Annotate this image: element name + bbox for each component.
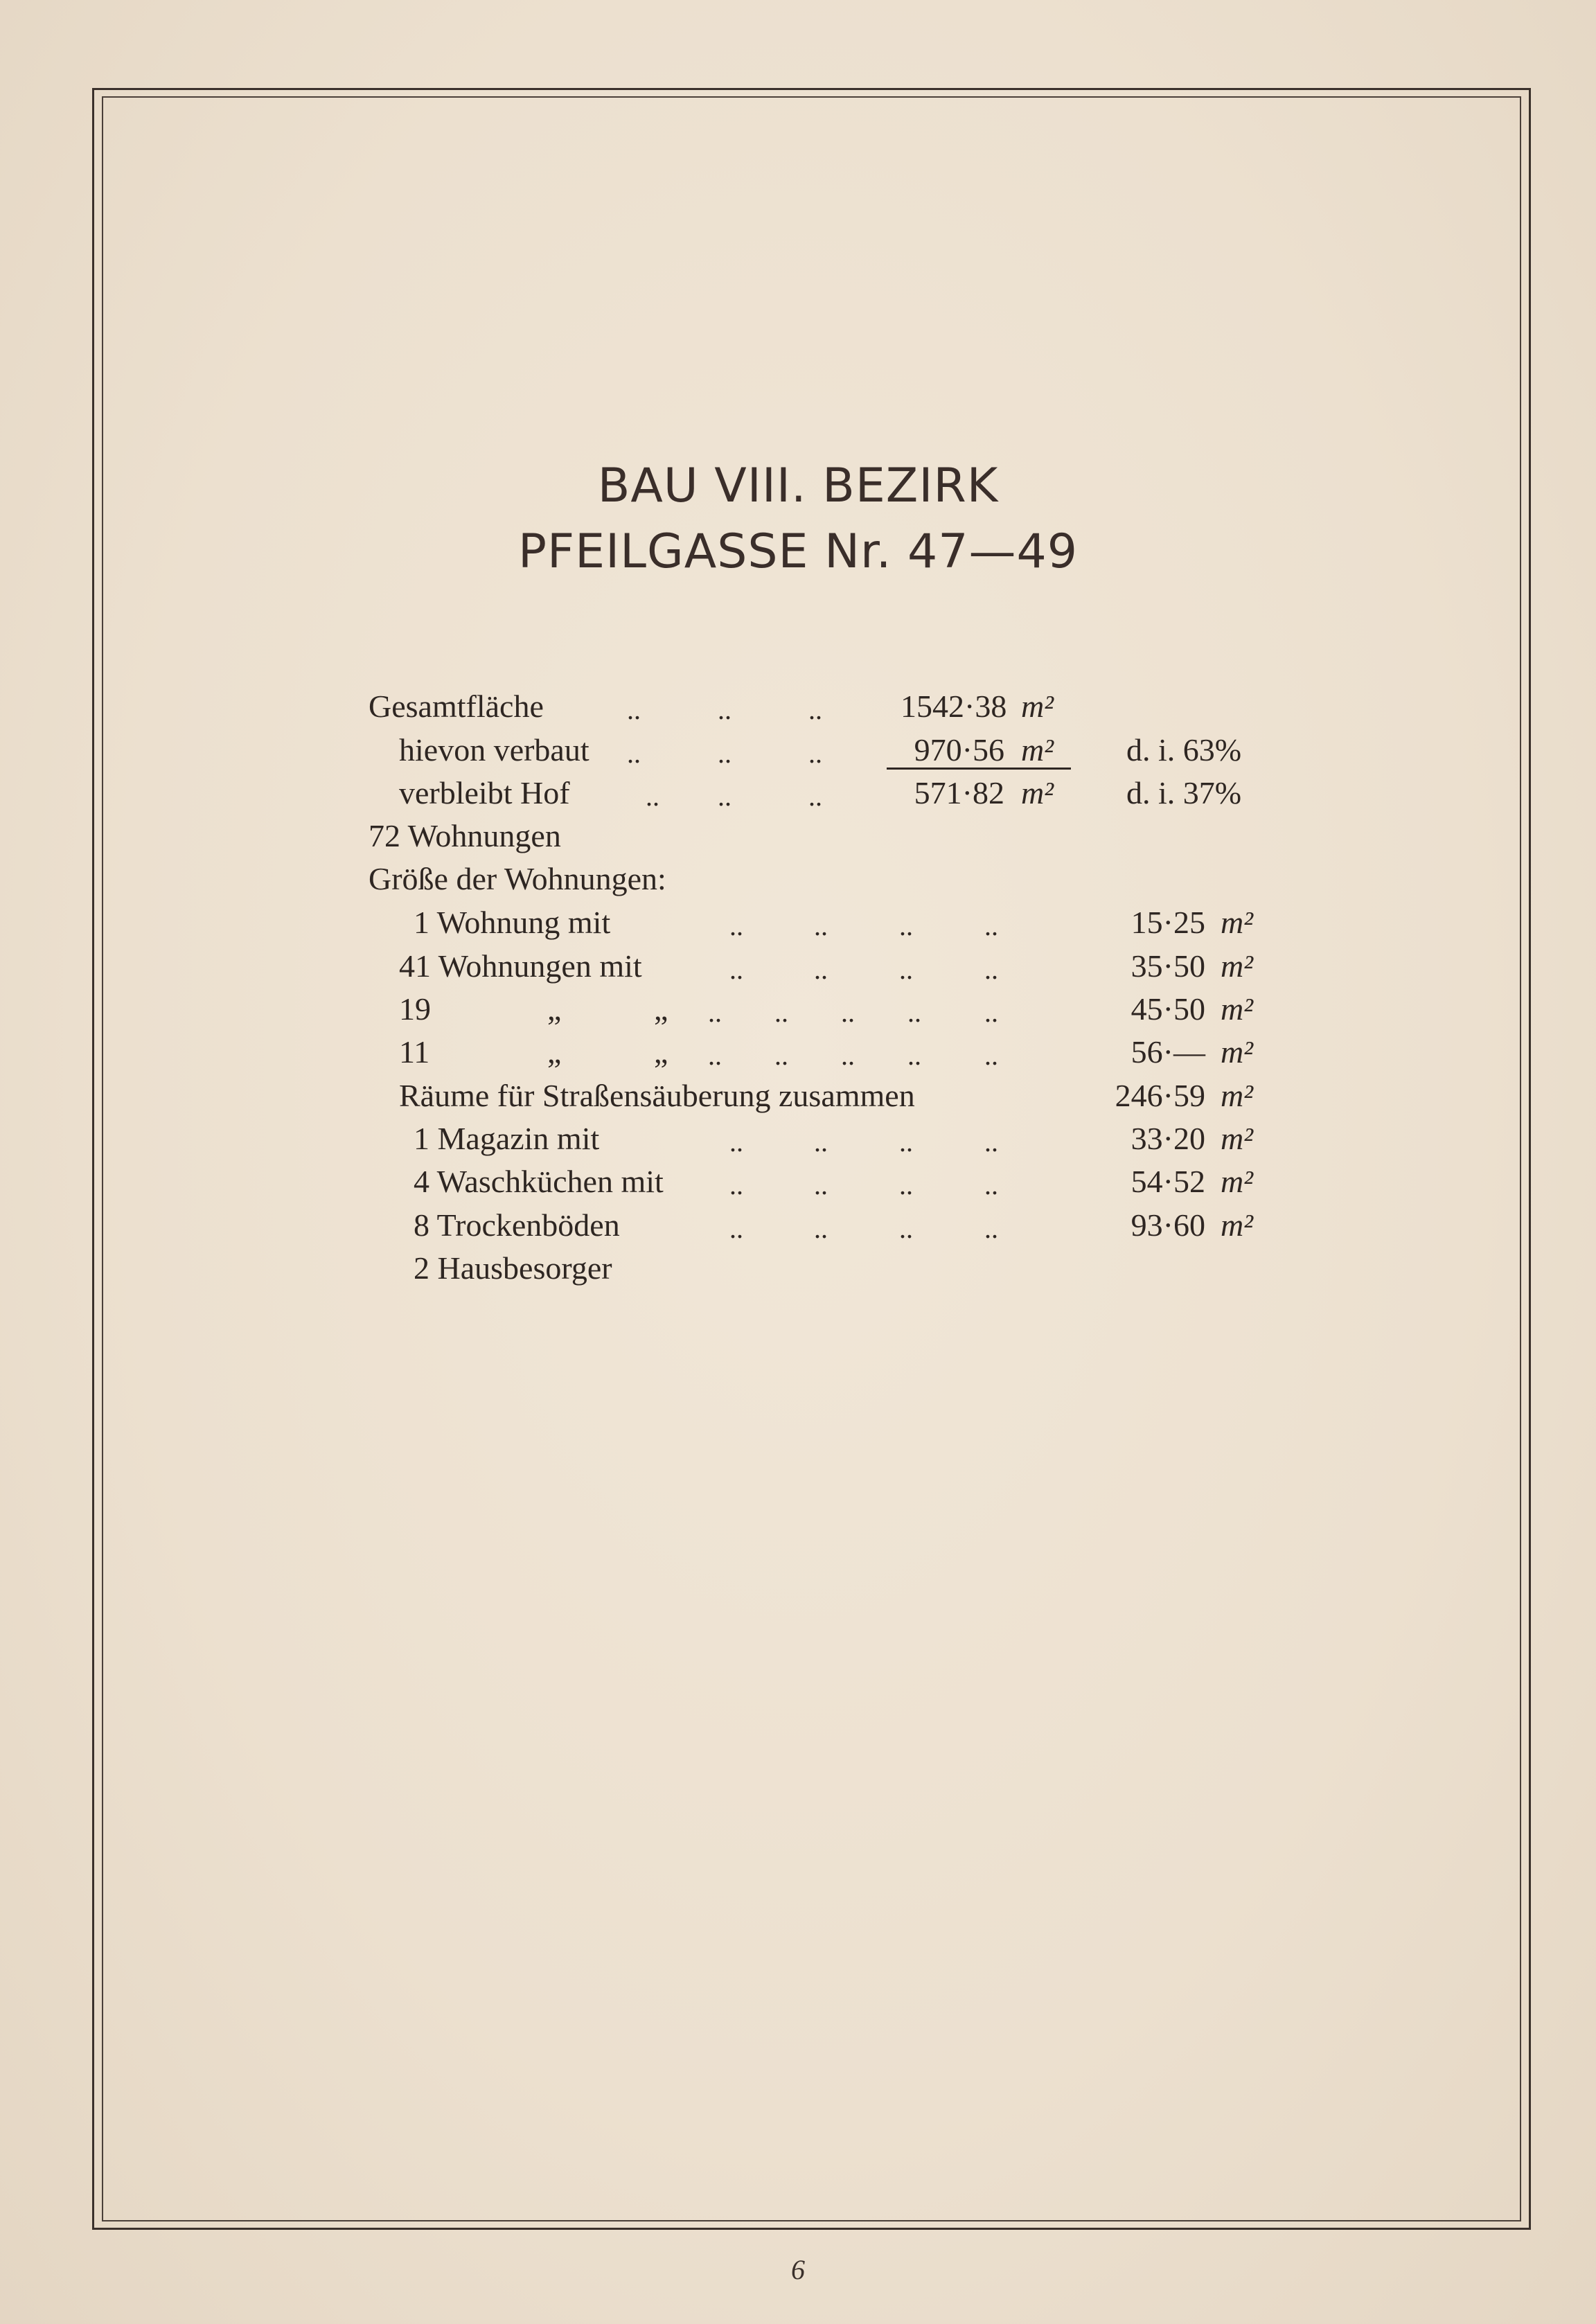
dot-leader: .. <box>808 738 822 769</box>
unit: m² <box>1221 905 1254 940</box>
dot-leader: .. <box>814 1169 828 1200</box>
ditto-mark: „ <box>654 991 668 1027</box>
dot-leader: .. <box>984 954 998 985</box>
room-row-value: 33·20 <box>1130 1121 1205 1156</box>
dot-leader: .. <box>841 1040 855 1071</box>
apartment-count: 72 Wohnungen <box>369 818 561 853</box>
unit: m² <box>1221 1121 1254 1156</box>
unit: m² <box>1021 775 1054 810</box>
unit: m² <box>1221 991 1254 1027</box>
dot-leader: .. <box>627 738 641 769</box>
dot-leader: .. <box>708 1040 722 1071</box>
room-row-label: 1 Magazin mit <box>414 1121 600 1156</box>
dot-leader: .. <box>718 694 732 725</box>
yard-area-percent: d. i. 37% <box>1126 775 1242 810</box>
dot-leader: .. <box>814 1126 828 1157</box>
ditto-mark: „ <box>547 991 562 1027</box>
dot-leader: .. <box>729 954 743 985</box>
dot-leader: .. <box>627 694 641 725</box>
dot-leader: .. <box>808 781 822 812</box>
dot-leader: .. <box>899 910 913 941</box>
apartment-row-label: 11 <box>399 1034 430 1070</box>
ditto-mark: „ <box>547 1034 562 1070</box>
yard-area-value: 571·82 <box>914 775 1004 810</box>
dot-leader: .. <box>814 910 828 941</box>
apartment-row-value: 15·25 <box>1130 905 1205 940</box>
title-line-2: PFEILGASSE Nr. 47—49 <box>517 524 1078 579</box>
apartment-size-heading: Größe der Wohnungen: <box>369 861 666 896</box>
dot-leader: .. <box>729 1126 743 1157</box>
built-area-percent: d. i. 63% <box>1126 732 1242 768</box>
dot-leader: .. <box>708 997 722 1028</box>
apartment-row-value: 56·— <box>1130 1034 1205 1070</box>
unit: m² <box>1221 1078 1254 1113</box>
unit: m² <box>1221 1207 1254 1243</box>
dot-leader: .. <box>984 1169 998 1200</box>
title-line-1: BAU VIII. BEZIRK <box>597 459 999 513</box>
room-row-value: 93·60 <box>1130 1207 1205 1243</box>
dot-leader: .. <box>984 1213 998 1244</box>
ditto-mark: „ <box>654 1034 668 1070</box>
dot-leader: .. <box>729 910 743 941</box>
dot-leader: .. <box>718 738 732 769</box>
dot-leader: .. <box>808 694 822 725</box>
page-border-inner <box>102 96 1521 2221</box>
apartment-row-value: 35·50 <box>1130 948 1205 984</box>
sum-rule <box>887 768 1071 770</box>
unit: m² <box>1221 1034 1254 1070</box>
room-row-label: 2 Hausbesorger <box>414 1250 612 1286</box>
rooms-heading: Räume für Straßensäuberung zusammen <box>399 1078 915 1113</box>
room-row-label: 4 Waschküchen mit <box>414 1164 664 1199</box>
room-row-value: 54·52 <box>1130 1164 1205 1199</box>
apartment-row-label: 1 Wohnung mit <box>414 905 611 940</box>
unit: m² <box>1221 1164 1254 1199</box>
dot-leader: .. <box>774 997 788 1028</box>
dot-leader: .. <box>646 781 659 812</box>
unit: m² <box>1021 732 1054 768</box>
dot-leader: .. <box>899 954 913 985</box>
dot-leader: .. <box>729 1213 743 1244</box>
apartment-row-value: 45·50 <box>1130 991 1205 1027</box>
apartment-row-label: 19 <box>399 991 431 1027</box>
dot-leader: .. <box>899 1169 913 1200</box>
built-area-value: 970·56 <box>914 732 1004 768</box>
dot-leader: .. <box>774 1040 788 1071</box>
yard-area-label: verbleibt Hof <box>399 775 570 810</box>
dot-leader: .. <box>907 1040 921 1071</box>
dot-leader: .. <box>718 781 732 812</box>
dot-leader: .. <box>984 910 998 941</box>
unit: m² <box>1221 948 1254 984</box>
dot-leader: .. <box>984 1040 998 1071</box>
dot-leader: .. <box>907 997 921 1028</box>
apartment-row-label: 41 Wohnungen mit <box>399 948 642 984</box>
dot-leader: .. <box>984 1126 998 1157</box>
room-row-label: 8 Trockenböden <box>414 1207 620 1243</box>
dot-leader: .. <box>841 997 855 1028</box>
dot-leader: .. <box>984 997 998 1028</box>
dot-leader: .. <box>899 1126 913 1157</box>
dot-leader: .. <box>814 954 828 985</box>
total-area-label: Gesamtfläche <box>369 689 544 724</box>
dot-leader: .. <box>899 1213 913 1244</box>
dot-leader: .. <box>729 1169 743 1200</box>
dot-leader: .. <box>814 1213 828 1244</box>
total-area-value: 1542·38 <box>901 689 1007 724</box>
page-number: 6 <box>791 2254 805 2285</box>
rooms-total-value: 246·59 <box>1115 1078 1205 1113</box>
unit: m² <box>1021 689 1054 724</box>
built-area-label: hievon verbaut <box>399 732 589 768</box>
